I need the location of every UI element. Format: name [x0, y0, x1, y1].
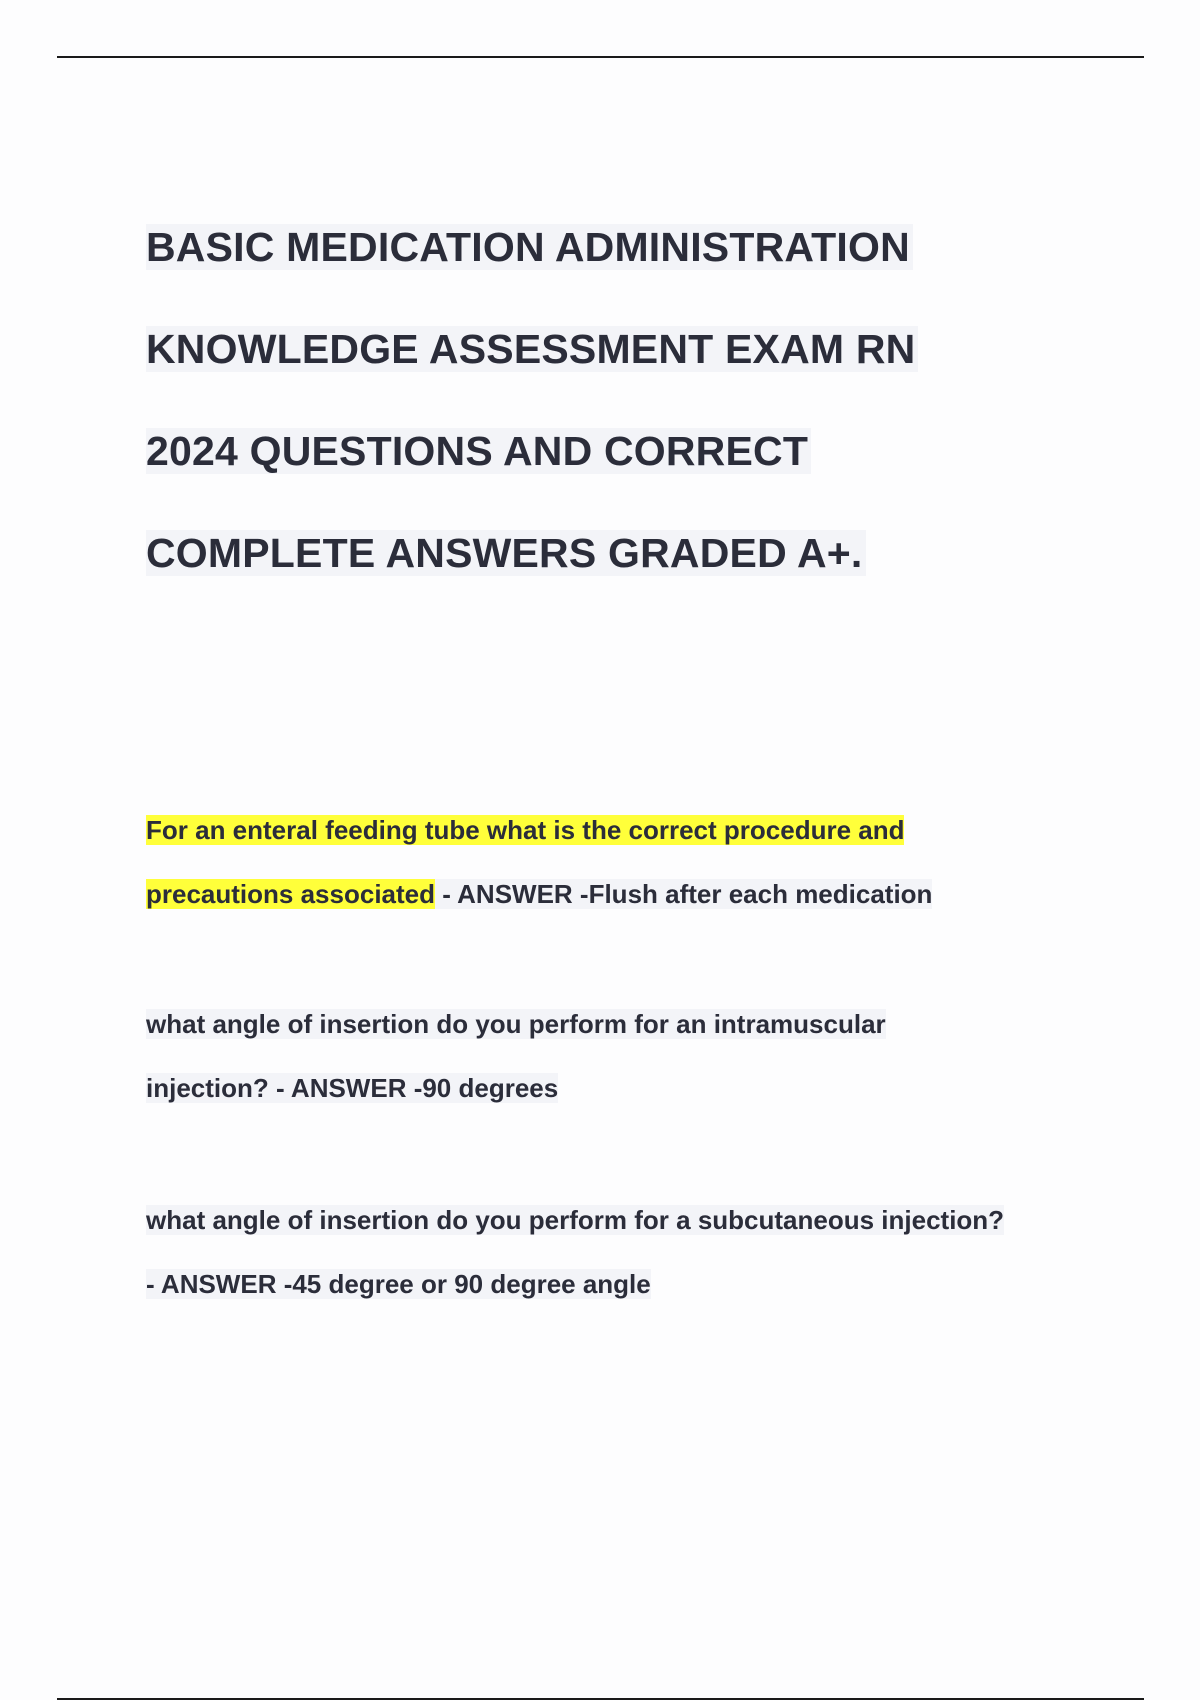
qa-item-subcutaneous: [146, 1188, 1106, 1316]
title-line-3: 2024 QUESTIONS AND CORRECT: [146, 400, 1106, 502]
qa-1-line-1: [146, 798, 1106, 862]
answer-text: - ANSWER -Flush after each medication: [435, 879, 933, 909]
title-line-1: BASIC MEDICATION ADMINISTRATION: [146, 196, 1106, 298]
highlighted-question-text: precautions associated: [146, 879, 435, 909]
highlighted-question-text: For an enteral feeding tube what is the correct procedure and: [146, 815, 905, 845]
qa-item-enteral-feeding: [146, 798, 1106, 926]
title-line-2: KNOWLEDGE ASSESSMENT EXAM RN: [146, 298, 1106, 400]
document-title: [146, 196, 1106, 604]
qa-2-line-1: what angle of insertion do you perform for an intramuscular: [146, 1009, 886, 1039]
qa-3-line-1: what angle of insertion do you perform for a subcutaneous injection?: [146, 1205, 1005, 1235]
qa-3-line-2: - ANSWER -45 degree or 90 degree angle: [146, 1269, 651, 1299]
qa-2-line-2: injection? - ANSWER -90 degrees: [146, 1073, 559, 1103]
title-line-4: COMPLETE ANSWERS GRADED A+.: [146, 502, 1106, 604]
top-rule: [57, 56, 1144, 58]
qa-item-intramuscular: [146, 992, 1106, 1120]
qa-1-line-2: [146, 862, 1106, 926]
